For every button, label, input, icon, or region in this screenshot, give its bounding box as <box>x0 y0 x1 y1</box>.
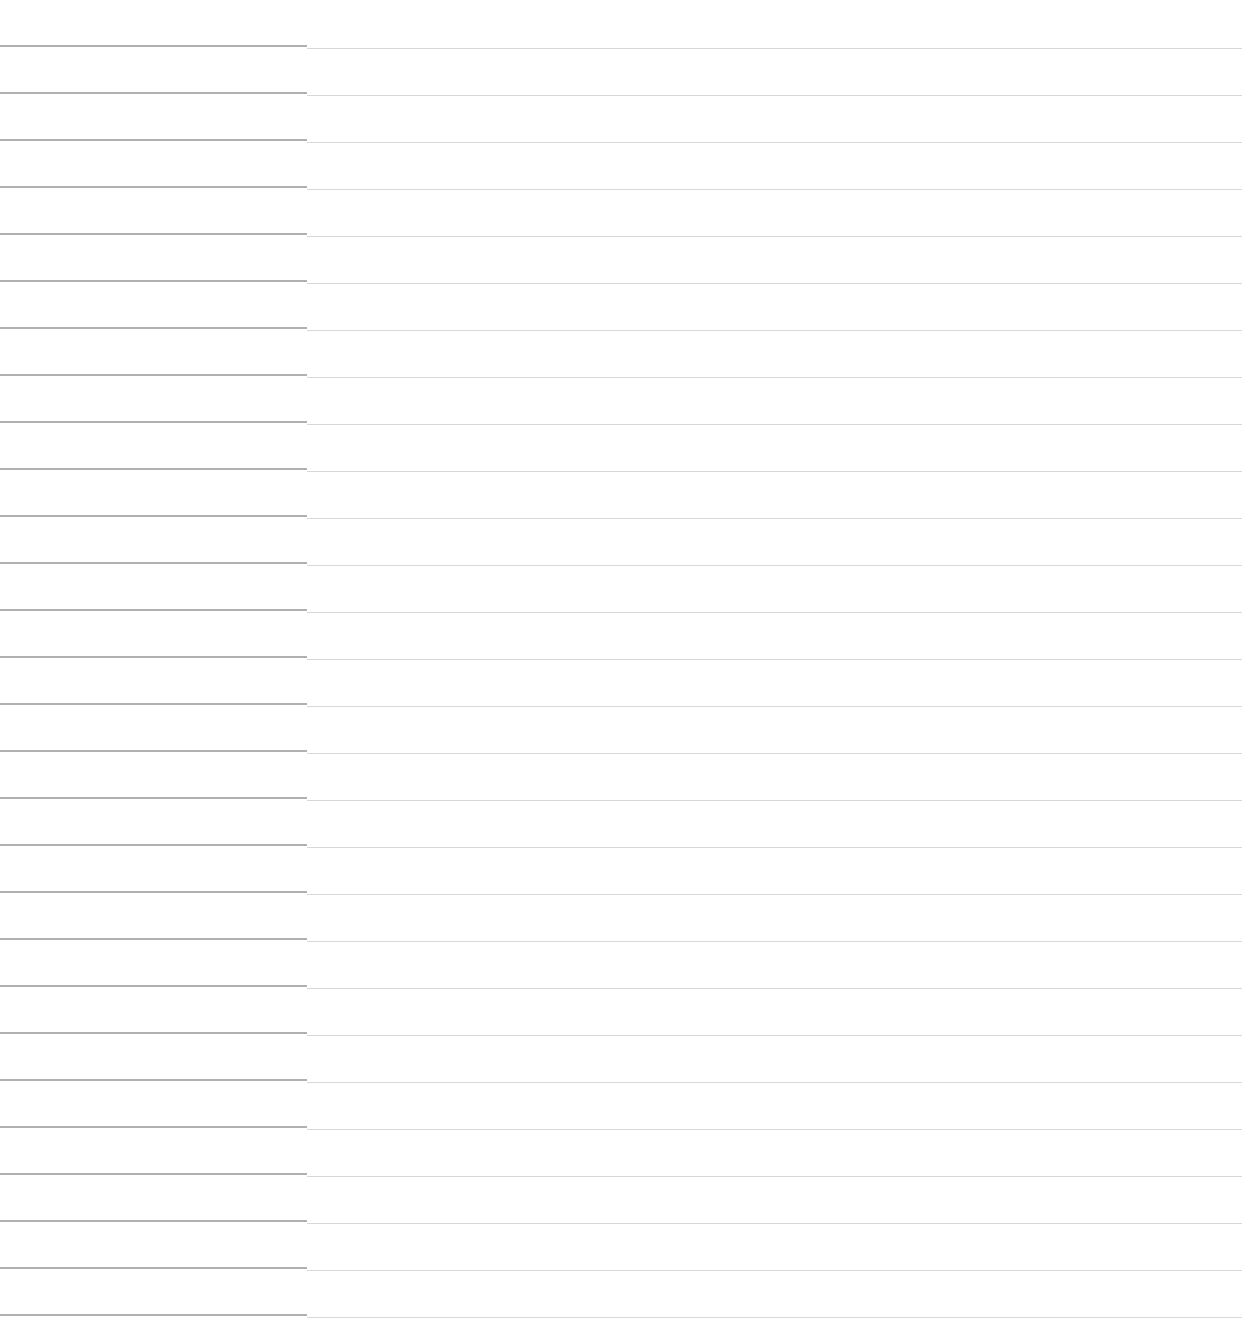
row-value-cell <box>307 566 1242 613</box>
table-row <box>0 564 1242 611</box>
row-label-cell <box>0 564 307 611</box>
table-row <box>0 329 1242 376</box>
table-row <box>0 235 1242 282</box>
table-row <box>0 47 1242 94</box>
row-label-cell <box>0 1128 307 1175</box>
row-value-cell <box>307 331 1242 378</box>
row-label-cell <box>0 846 307 893</box>
table-row <box>0 1222 1242 1269</box>
row-label-cell <box>0 141 307 188</box>
table-row <box>0 1034 1242 1081</box>
row-label-cell <box>0 423 307 470</box>
row-value-cell <box>307 96 1242 143</box>
row-label-cell <box>0 893 307 940</box>
row-label-cell <box>0 235 307 282</box>
table-row <box>0 611 1242 658</box>
table-row <box>0 799 1242 846</box>
table-row <box>0 94 1242 141</box>
row-value-cell <box>307 1177 1242 1224</box>
table-row <box>0 141 1242 188</box>
table-row <box>0 940 1242 987</box>
row-value-cell <box>307 378 1242 425</box>
row-value-cell <box>307 989 1242 1036</box>
row-value-cell <box>307 1130 1242 1177</box>
row-value-cell <box>307 519 1242 566</box>
row-label-cell <box>0 752 307 799</box>
row-value-cell <box>307 1083 1242 1130</box>
row-value-cell <box>307 237 1242 284</box>
row-label-cell <box>0 1175 307 1222</box>
row-label-cell <box>0 987 307 1034</box>
row-value-cell <box>307 143 1242 190</box>
row-label-cell <box>0 1034 307 1081</box>
row-label-cell <box>0 517 307 564</box>
row-value-cell <box>307 754 1242 801</box>
table-row <box>0 423 1242 470</box>
table-row <box>0 188 1242 235</box>
row-label-cell <box>0 611 307 658</box>
table-row <box>0 0 1242 47</box>
row-value-cell <box>307 801 1242 848</box>
table-row <box>0 846 1242 893</box>
table-row <box>0 1269 1242 1316</box>
row-value-cell <box>307 425 1242 472</box>
table-row <box>0 705 1242 752</box>
row-value-cell <box>307 190 1242 237</box>
row-label-cell <box>0 1081 307 1128</box>
table-row <box>0 1081 1242 1128</box>
row-value-cell <box>307 942 1242 989</box>
row-label-cell <box>0 658 307 705</box>
table-row <box>0 658 1242 705</box>
row-value-cell <box>307 49 1242 96</box>
row-value-cell <box>307 1224 1242 1271</box>
row-label-cell <box>0 1269 307 1316</box>
table-row <box>0 752 1242 799</box>
row-label-cell <box>0 470 307 517</box>
table-row <box>0 1128 1242 1175</box>
row-label-cell <box>0 376 307 423</box>
row-label-cell <box>0 1222 307 1269</box>
row-value-cell <box>307 1036 1242 1083</box>
row-label-cell <box>0 705 307 752</box>
row-label-cell <box>0 47 307 94</box>
table-row <box>0 376 1242 423</box>
row-label-cell <box>0 0 307 47</box>
row-value-cell <box>307 895 1242 942</box>
row-value-cell <box>307 707 1242 754</box>
row-value-cell <box>307 1271 1242 1318</box>
row-label-cell <box>0 282 307 329</box>
row-label-cell <box>0 940 307 987</box>
table-row <box>0 1175 1242 1222</box>
row-label-cell <box>0 188 307 235</box>
table-row <box>0 470 1242 517</box>
row-value-cell <box>307 2 1242 49</box>
row-value-cell <box>307 284 1242 331</box>
table-row <box>0 517 1242 564</box>
row-label-cell <box>0 94 307 141</box>
row-value-cell <box>307 472 1242 519</box>
row-value-cell <box>307 613 1242 660</box>
row-value-cell <box>307 660 1242 707</box>
table-row <box>0 893 1242 940</box>
table-row <box>0 987 1242 1034</box>
row-value-cell <box>307 848 1242 895</box>
table-row <box>0 282 1242 329</box>
row-label-cell <box>0 799 307 846</box>
row-label-cell <box>0 329 307 376</box>
